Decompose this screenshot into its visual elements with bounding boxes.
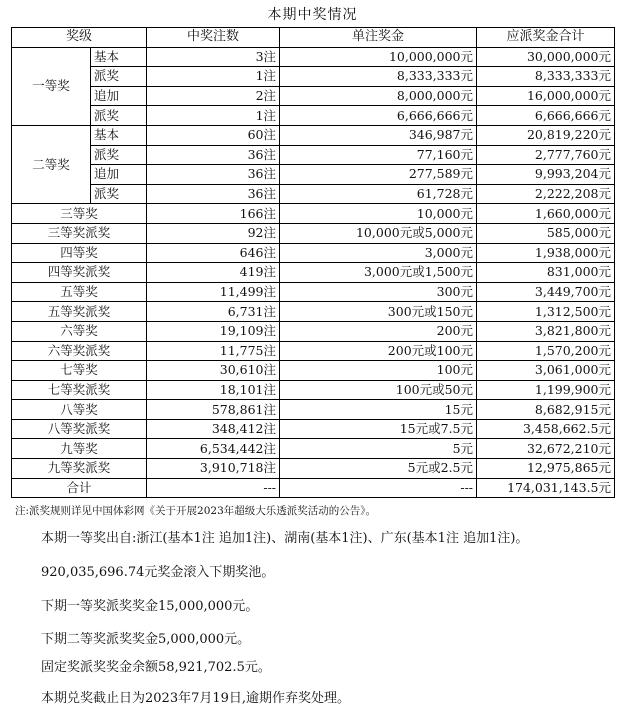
group-name: 一等奖 [12,47,91,125]
table-note: 注:派奖规则详见中国体彩网《关于开展2023年超级大乐透派奖活动的公告》。 [15,505,377,517]
table-row [12,459,615,479]
prize-cell: 100元 [280,361,477,381]
table-row [12,361,615,381]
count-cell: --- [147,478,280,498]
table-row [12,263,615,283]
level-cell: 九等奖 [12,439,147,459]
header-level: 奖级 [12,28,147,48]
prize-cell: 300元或150元 [280,302,477,322]
prize-cell: 3,000元 [280,243,477,263]
prize-cell: 300元 [280,282,477,302]
count-cell: 646注 [147,243,280,263]
header-total: 应派奖金合计 [477,28,615,48]
total-cell: 3,821,800元 [477,321,615,341]
table-row [12,439,615,459]
prize-cell: 200元或100元 [280,341,477,361]
table-row [12,380,615,400]
count-cell: 30,610注 [147,361,280,381]
total-cell: 6,666,666元 [477,106,615,126]
count-cell: 166注 [147,204,280,224]
page-title: 本期中奖情况 [267,7,358,23]
sub-level: 基本 [91,125,147,145]
total-cell: 16,000,000元 [477,86,615,106]
table-row [12,86,615,106]
total-cell: 32,672,210元 [477,439,615,459]
table-row [12,282,615,302]
count-cell: 1注 [147,67,280,87]
total-cell: 1,312,500元 [477,302,615,322]
table-row [12,341,615,361]
total-cell: 1,660,000元 [477,204,615,224]
count-cell: 348,412注 [147,419,280,439]
prize-cell: 346,987元 [280,125,477,145]
table-header-row [12,28,615,48]
total-cell: 2,222,208元 [477,184,615,204]
paragraph-next-first-prize: 下期一等奖派奖奖金15,000,000元。 [41,599,259,614]
total-cell: 3,449,700元 [477,282,615,302]
prize-cell: 100元或50元 [280,380,477,400]
level-cell: 九等奖派奖 [12,459,147,479]
count-cell: 419注 [147,263,280,283]
level-cell: 五等奖派奖 [12,302,147,322]
count-cell: 11,775注 [147,341,280,361]
count-cell: 6,731注 [147,302,280,322]
level-cell: 合计 [12,478,147,498]
group-name: 二等奖 [12,125,91,203]
prize-cell: 15元 [280,400,477,420]
total-cell: 8,333,333元 [477,67,615,87]
table-row [12,321,615,341]
table-row [12,223,615,243]
prize-cell: 8,333,333元 [280,67,477,87]
table-row [12,400,615,420]
paragraph-winners: 本期一等奖出自:浙江(基本1注 追加1注)、湖南(基本1注)、广东(基本1注 追加1注)。 [41,531,529,546]
table-row [12,419,615,439]
table-row [12,125,615,145]
total-cell: 3,061,000元 [477,361,615,381]
total-cell: 1,570,200元 [477,341,615,361]
header-prize: 单注奖金 [280,28,477,48]
total-cell: 12,975,865元 [477,459,615,479]
level-cell: 七等奖 [12,361,147,381]
prize-cell: 8,000,000元 [280,86,477,106]
prize-table [11,27,615,498]
total-cell: 2,777,760元 [477,145,615,165]
paragraph-next-second-prize: 下期二等奖派奖奖金5,000,000元。 [41,632,251,647]
sub-level: 派奖 [91,67,147,87]
count-cell: 18,101注 [147,380,280,400]
prize-cell: 3,000元或1,500元 [280,263,477,283]
prize-cell: 6,666,666元 [280,106,477,126]
header-count: 中奖注数 [147,28,280,48]
count-cell: 92注 [147,223,280,243]
table-row [12,145,615,165]
table-row [12,165,615,185]
total-cell: 8,682,915元 [477,400,615,420]
table-row [12,302,615,322]
prize-cell: 10,000元或5,000元 [280,223,477,243]
total-cell: 30,000,000元 [477,47,615,67]
total-cell: 3,458,662.5元 [477,419,615,439]
total-cell: 20,819,220元 [477,125,615,145]
total-cell: 1,199,900元 [477,380,615,400]
sub-level: 派奖 [91,106,147,126]
count-cell: 2注 [147,86,280,106]
prize-cell: 5元 [280,439,477,459]
sub-level: 追加 [91,86,147,106]
total-cell: 1,938,000元 [477,243,615,263]
prize-cell: 10,000,000元 [280,47,477,67]
count-cell: 1注 [147,106,280,126]
prize-cell: --- [280,478,477,498]
count-cell: 578,861注 [147,400,280,420]
prize-cell: 15元或7.5元 [280,419,477,439]
count-cell: 3,910,718注 [147,459,280,479]
level-cell: 八等奖 [12,400,147,420]
table-row [12,204,615,224]
sub-level: 基本 [91,47,147,67]
count-cell: 60注 [147,125,280,145]
count-cell: 3注 [147,47,280,67]
sub-level: 派奖 [91,145,147,165]
count-cell: 36注 [147,184,280,204]
level-cell: 八等奖派奖 [12,419,147,439]
paragraph-rollover: 920,035,696.74元奖金滚入下期奖池。 [41,565,275,580]
paragraph-deadline: 本期兑奖截止日为2023年7月19日,逾期作弃奖处理。 [41,691,351,706]
prize-cell: 200元 [280,321,477,341]
paragraph-fixed-balance: 固定奖派奖奖金余额58,921,702.5元。 [41,660,271,675]
total-cell: 585,000元 [477,223,615,243]
total-cell: 9,993,204元 [477,165,615,185]
count-cell: 11,499注 [147,282,280,302]
sub-level: 派奖 [91,184,147,204]
table-row [12,184,615,204]
level-cell: 三等奖 [12,204,147,224]
table-row [12,243,615,263]
total-cell: 174,031,143.5元 [477,478,615,498]
count-cell: 36注 [147,165,280,185]
level-cell: 七等奖派奖 [12,380,147,400]
level-cell: 三等奖派奖 [12,223,147,243]
prize-cell: 61,728元 [280,184,477,204]
count-cell: 36注 [147,145,280,165]
table-total-row [12,478,615,498]
table-row [12,47,615,67]
prize-cell: 77,160元 [280,145,477,165]
total-cell: 831,000元 [477,263,615,283]
level-cell: 四等奖派奖 [12,263,147,283]
prize-cell: 5元或2.5元 [280,459,477,479]
level-cell: 六等奖 [12,321,147,341]
table-row [12,106,615,126]
level-cell: 六等奖派奖 [12,341,147,361]
prize-cell: 277,589元 [280,165,477,185]
level-cell: 四等奖 [12,243,147,263]
count-cell: 19,109注 [147,321,280,341]
prize-cell: 10,000元 [280,204,477,224]
count-cell: 6,534,442注 [147,439,280,459]
sub-level: 追加 [91,165,147,185]
level-cell: 五等奖 [12,282,147,302]
table-row [12,67,615,87]
